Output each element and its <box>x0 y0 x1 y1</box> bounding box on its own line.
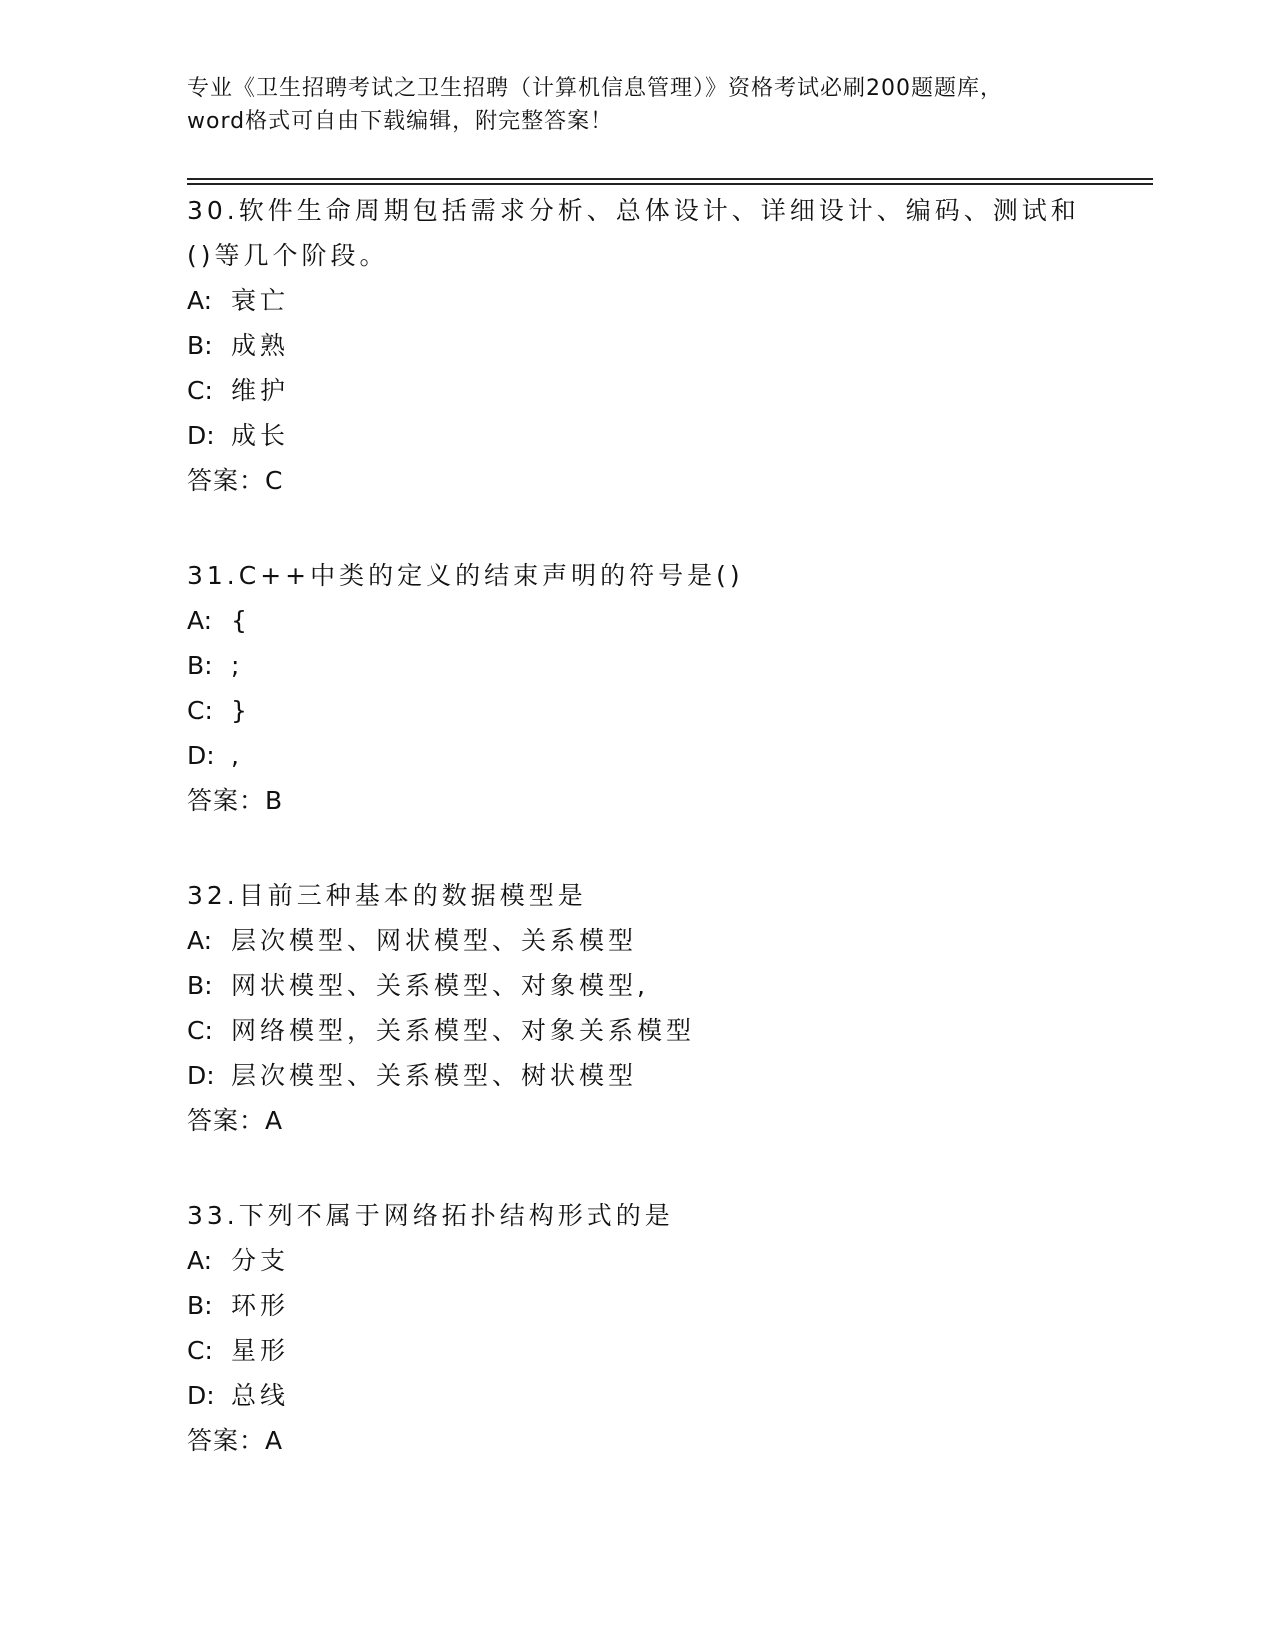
question-stem-line-1: 31.C++中类的定义的结束声明的符号是() <box>187 561 744 590</box>
question-stem-line-1: 33.下列不属于网络拓扑结构形式的是 <box>187 1201 674 1230</box>
option-c <box>187 1008 1147 1053</box>
question-32 <box>187 873 1147 1144</box>
option-letter: A: <box>187 606 213 635</box>
option-text: 成熟 <box>231 331 290 360</box>
option-text: 星形 <box>231 1336 290 1365</box>
option-c <box>187 1328 1147 1373</box>
question-stem-line-1: 30.软件生命周期包括需求分析、总体设计、详细设计、编码、测试和 <box>187 196 1080 225</box>
option-d <box>187 413 1147 458</box>
option-letter: A: <box>187 926 213 955</box>
answer-line: 答案：B <box>187 786 284 815</box>
option-text: 总线 <box>231 1381 290 1410</box>
option-d <box>187 1053 1147 1098</box>
option-text: 维护 <box>231 376 290 405</box>
option-a <box>187 1238 1147 1283</box>
option-text: 层次模型、关系模型、树状模型 <box>231 1061 638 1090</box>
question-31 <box>187 553 1147 824</box>
option-letter: C: <box>187 1336 213 1365</box>
question-stem-line-2: ()等几个阶段。 <box>187 241 389 270</box>
question-stem <box>187 1193 1147 1238</box>
answer-line: 答案：A <box>187 1426 284 1455</box>
option-letter: C: <box>187 696 213 725</box>
option-letter: C: <box>187 1016 213 1045</box>
option-a <box>187 278 1147 323</box>
header-line-2: word格式可自由下载编辑，附完整答案！ <box>187 109 614 134</box>
option-letter: B: <box>187 971 213 1000</box>
option-letter: C: <box>187 376 213 405</box>
option-text: ; <box>231 651 244 680</box>
option-text: 衰亡 <box>231 286 290 315</box>
question-33 <box>187 1193 1147 1464</box>
option-a <box>187 598 1147 643</box>
option-text: 网络模型，关系模型、对象关系模型 <box>231 1016 696 1045</box>
option-b <box>187 963 1147 1008</box>
option-c <box>187 368 1147 413</box>
option-text: , <box>231 741 243 770</box>
option-b <box>187 1283 1147 1328</box>
question-30 <box>187 188 1147 504</box>
option-text: 层次模型、网状模型、关系模型 <box>231 926 638 955</box>
option-letter: D: <box>187 421 215 450</box>
option-letter: D: <box>187 1381 215 1410</box>
option-text: 网状模型、关系模型、对象模型, <box>231 971 649 1000</box>
question-stem-line-1: 32.目前三种基本的数据模型是 <box>187 881 587 910</box>
answer-line: 答案：C <box>187 466 284 495</box>
option-b <box>187 643 1147 688</box>
option-letter: D: <box>187 741 215 770</box>
option-letter: B: <box>187 651 213 680</box>
option-b <box>187 323 1147 368</box>
option-text: 分支 <box>231 1246 290 1275</box>
option-text: 成长 <box>231 421 290 450</box>
header-divider-top <box>187 178 1153 180</box>
header-line-1: 专业《卫生招聘考试之卫生招聘（计算机信息管理）》资格考试必刷200题题库， <box>187 76 1003 101</box>
header-divider-bottom <box>187 183 1153 185</box>
option-d <box>187 733 1147 778</box>
question-stem <box>187 553 1147 598</box>
question-stem <box>187 873 1147 918</box>
option-letter: B: <box>187 331 213 360</box>
question-stem <box>187 188 1147 278</box>
option-text: 环形 <box>231 1291 290 1320</box>
document-header <box>187 72 1087 138</box>
option-letter: D: <box>187 1061 215 1090</box>
option-letter: A: <box>187 1246 213 1275</box>
option-text: } <box>231 696 251 725</box>
option-letter: B: <box>187 1291 213 1320</box>
option-c <box>187 688 1147 733</box>
option-a <box>187 918 1147 963</box>
answer-line: 答案：A <box>187 1106 284 1135</box>
option-text: { <box>231 606 251 635</box>
option-letter: A: <box>187 286 213 315</box>
option-d <box>187 1373 1147 1418</box>
